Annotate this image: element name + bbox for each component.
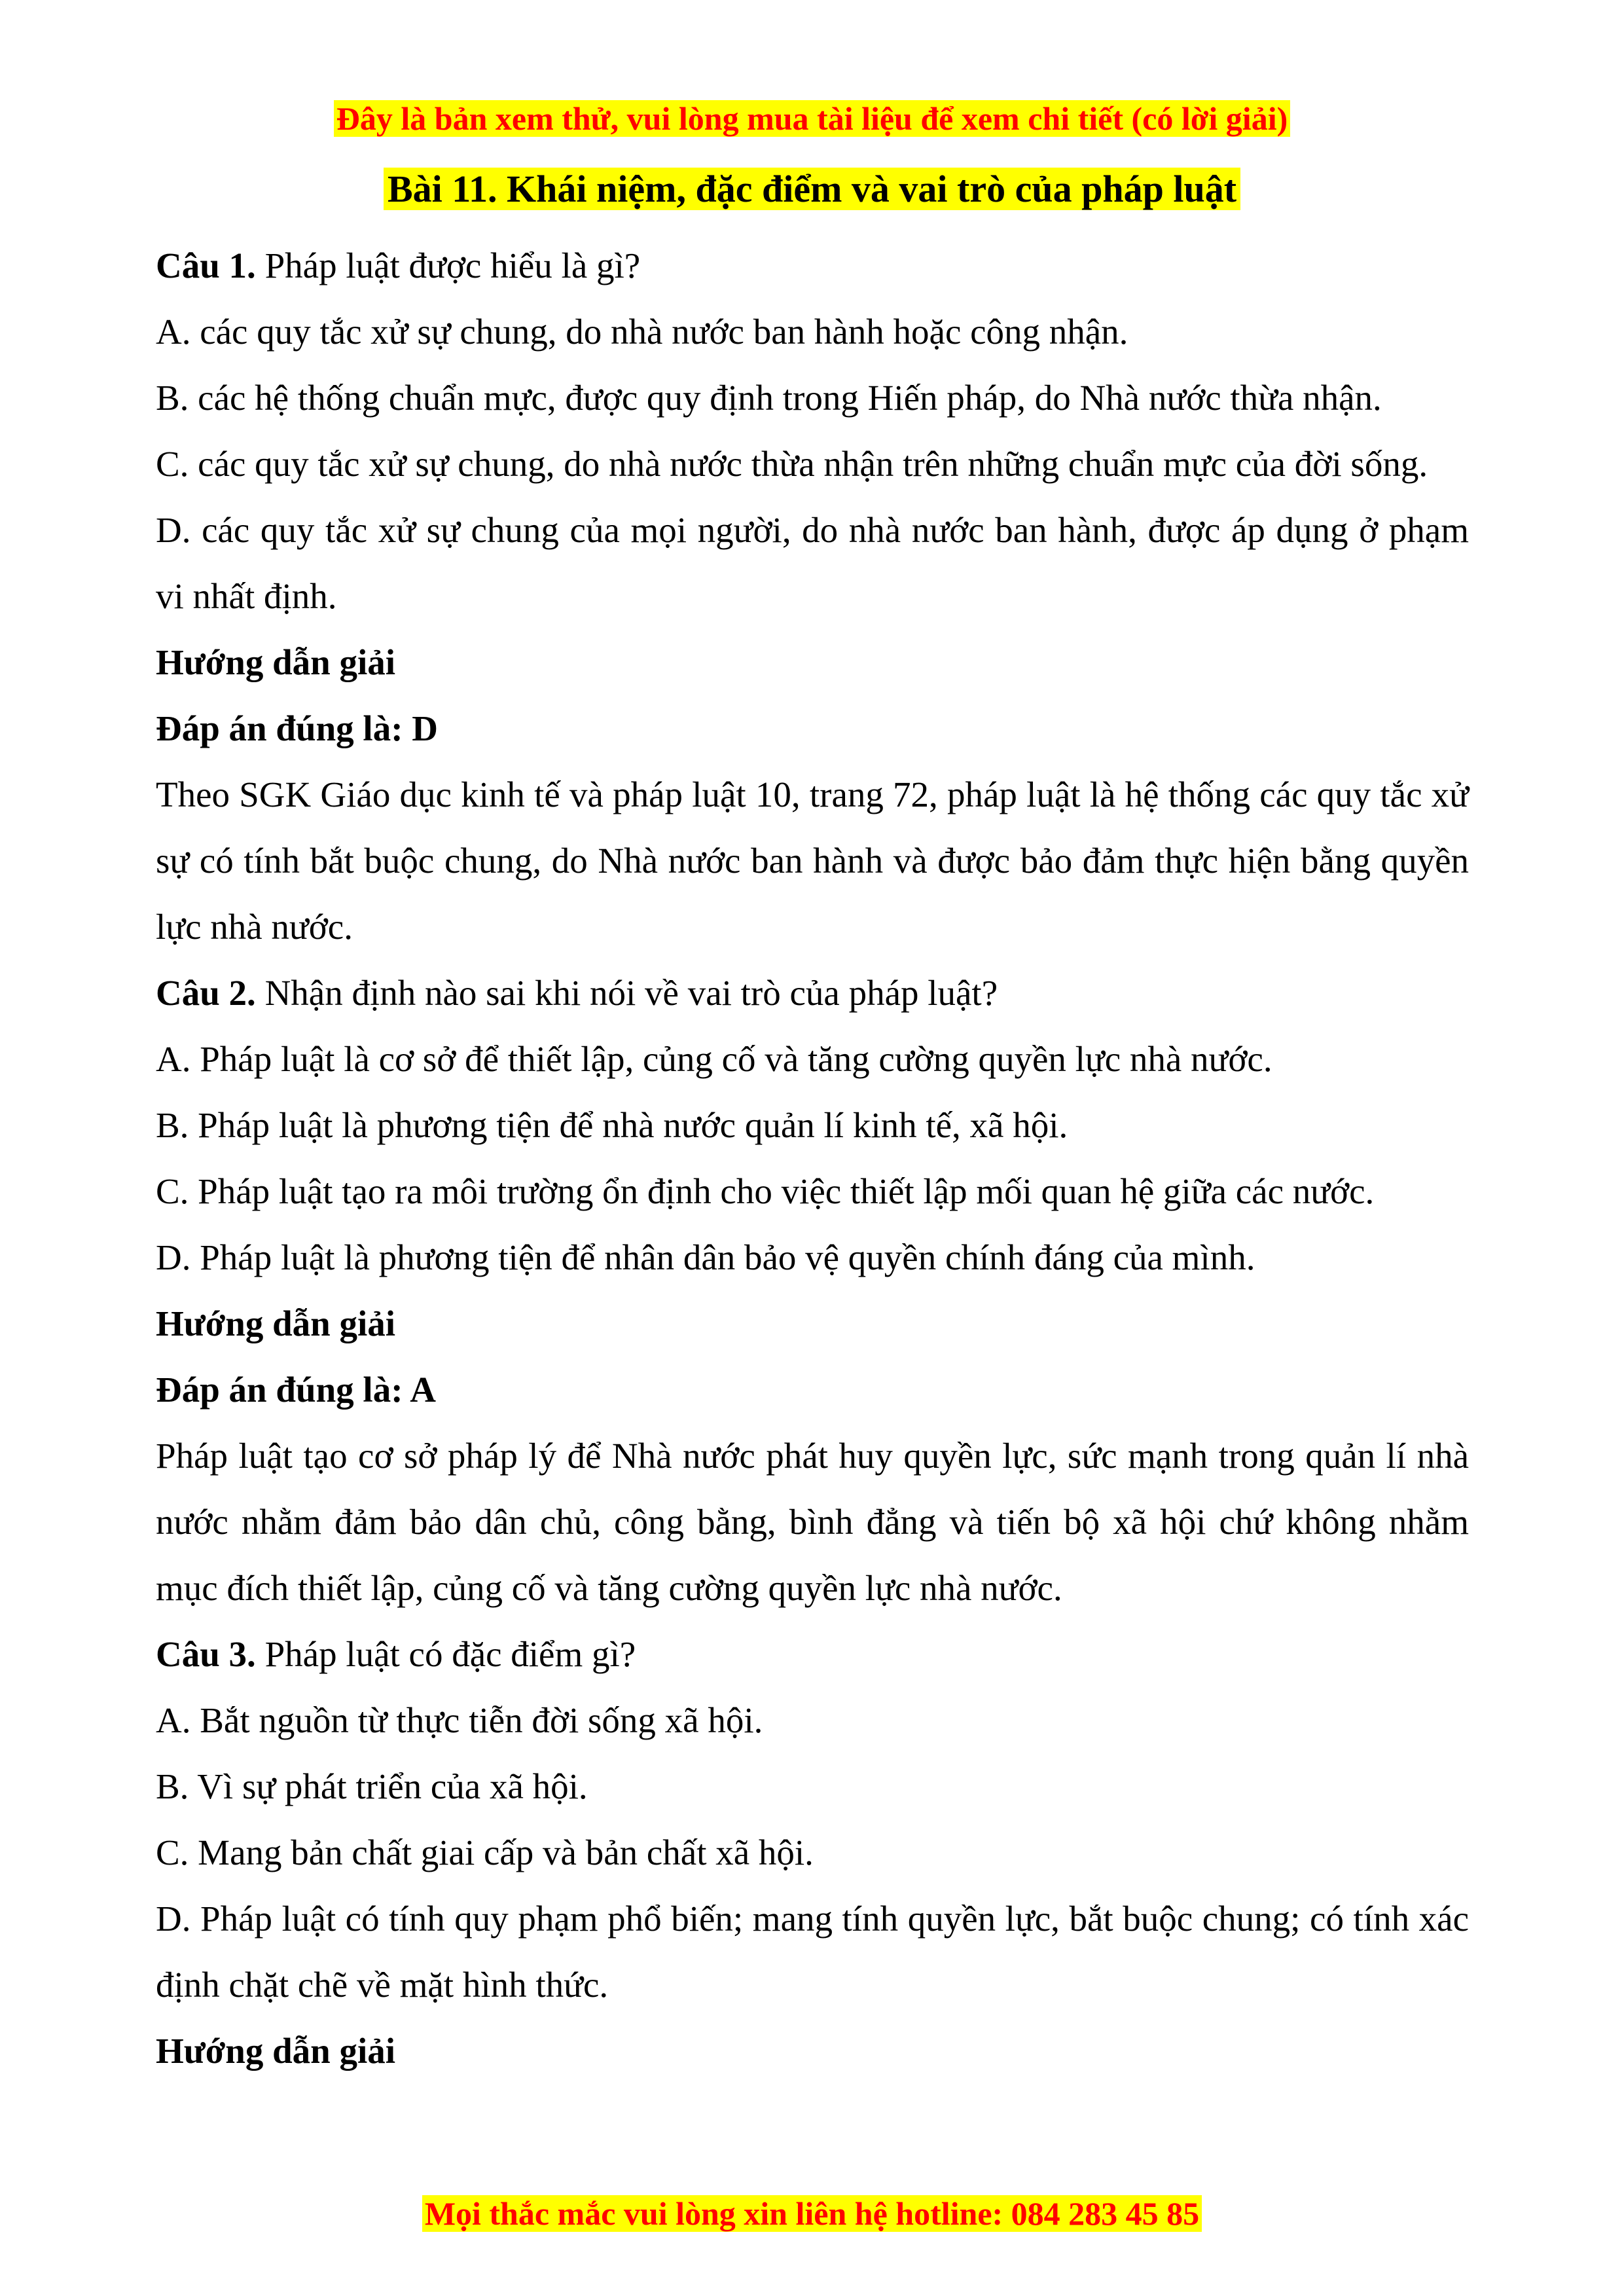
question-1: [156, 232, 1469, 299]
guide-heading: Hướng dẫn giải: [156, 1303, 396, 1343]
option-c: C. các quy tắc xử sự chung, do nhà nước thừa nhận trên những chuẩn mực của đời sống.: [156, 444, 1428, 484]
option-b: B. Vì sự phát triển của xã hội.: [156, 1766, 588, 1806]
correct-answer: Đáp án đúng là: D: [156, 708, 438, 748]
option-b: B. Pháp luật là phương tiện để nhà nước quản lí kinh tế, xã hội.: [156, 1105, 1068, 1145]
question-label: Câu 1.: [156, 246, 256, 285]
explanation: Pháp luật tạo cơ sở pháp lý để Nhà nước phát huy quyền lực, sức mạnh trong quản lí nhà nước nhằm đảm bảo dân chủ, công bằng, bình đẳng và tiến bộ xã hội chứ không nhằm mục đích thiết lập, củng cố và tăng cường quyền lực nhà nước.: [156, 1436, 1469, 1608]
question-text: Pháp luật có đặc điểm gì?: [255, 1634, 636, 1674]
option-d: D. Pháp luật là phương tiện để nhân dân bảo vệ quyền chính đáng của mình.: [156, 1237, 1255, 1277]
option-c: C. Mang bản chất giai cấp và bản chất xã hội.: [156, 1832, 814, 1872]
question-3: [156, 1621, 1469, 1687]
option-a: A. Bắt nguồn từ thực tiễn đời sống xã hội.: [156, 1700, 763, 1740]
option-d: D. Pháp luật có tính quy phạm phổ biến; mang tính quyền lực, bắt buộc chung; có tính xác định chặt chẽ về mặt hình thức.: [156, 1899, 1469, 2005]
hotline-footer: Mọi thắc mắc vui lòng xin liên hệ hotline: 084 283 45 85: [0, 2195, 1624, 2232]
question-2: [156, 960, 1469, 1026]
guide-heading: Hướng dẫn giải: [156, 2031, 396, 2071]
question-label: Câu 3.: [156, 1634, 256, 1674]
correct-answer: Đáp án đúng là: A: [156, 1370, 436, 1410]
lesson-title: Bài 11. Khái niệm, đặc điểm và vai trò của pháp luật: [0, 167, 1624, 211]
option-b: B. các hệ thống chuẩn mực, được quy định trong Hiến pháp, do Nhà nước thừa nhận.: [156, 378, 1382, 418]
question-text: Nhận định nào sai khi nói về vai trò của pháp luật?: [255, 973, 998, 1013]
document-body: [156, 232, 1469, 2084]
guide-heading: Hướng dẫn giải: [156, 642, 396, 682]
explanation: Theo SGK Giáo dục kinh tế và pháp luật 10, trang 72, pháp luật là hệ thống các quy tắc xử sự có tính bắt buộc chung, do Nhà nước ban hành và được bảo đảm thực hiện bằng quyền lực nhà nước.: [156, 774, 1469, 947]
question-label: Câu 2.: [156, 973, 256, 1013]
question-text: Pháp luật được hiểu là gì?: [255, 246, 641, 285]
option-d: D. các quy tắc xử sự chung của mọi người, do nhà nước ban hành, được áp dụng ở phạm vi nhất định.: [156, 510, 1469, 616]
option-a: A. các quy tắc xử sự chung, do nhà nước ban hành hoặc công nhận.: [156, 312, 1128, 352]
option-c: C. Pháp luật tạo ra môi trường ổn định cho việc thiết lập mối quan hệ giữa các nước.: [156, 1171, 1375, 1211]
preview-notice: Đây là bản xem thử, vui lòng mua tài liệu để xem chi tiết (có lời giải): [0, 100, 1624, 137]
option-a: A. Pháp luật là cơ sở để thiết lập, củng cố và tăng cường quyền lực nhà nước.: [156, 1039, 1272, 1079]
